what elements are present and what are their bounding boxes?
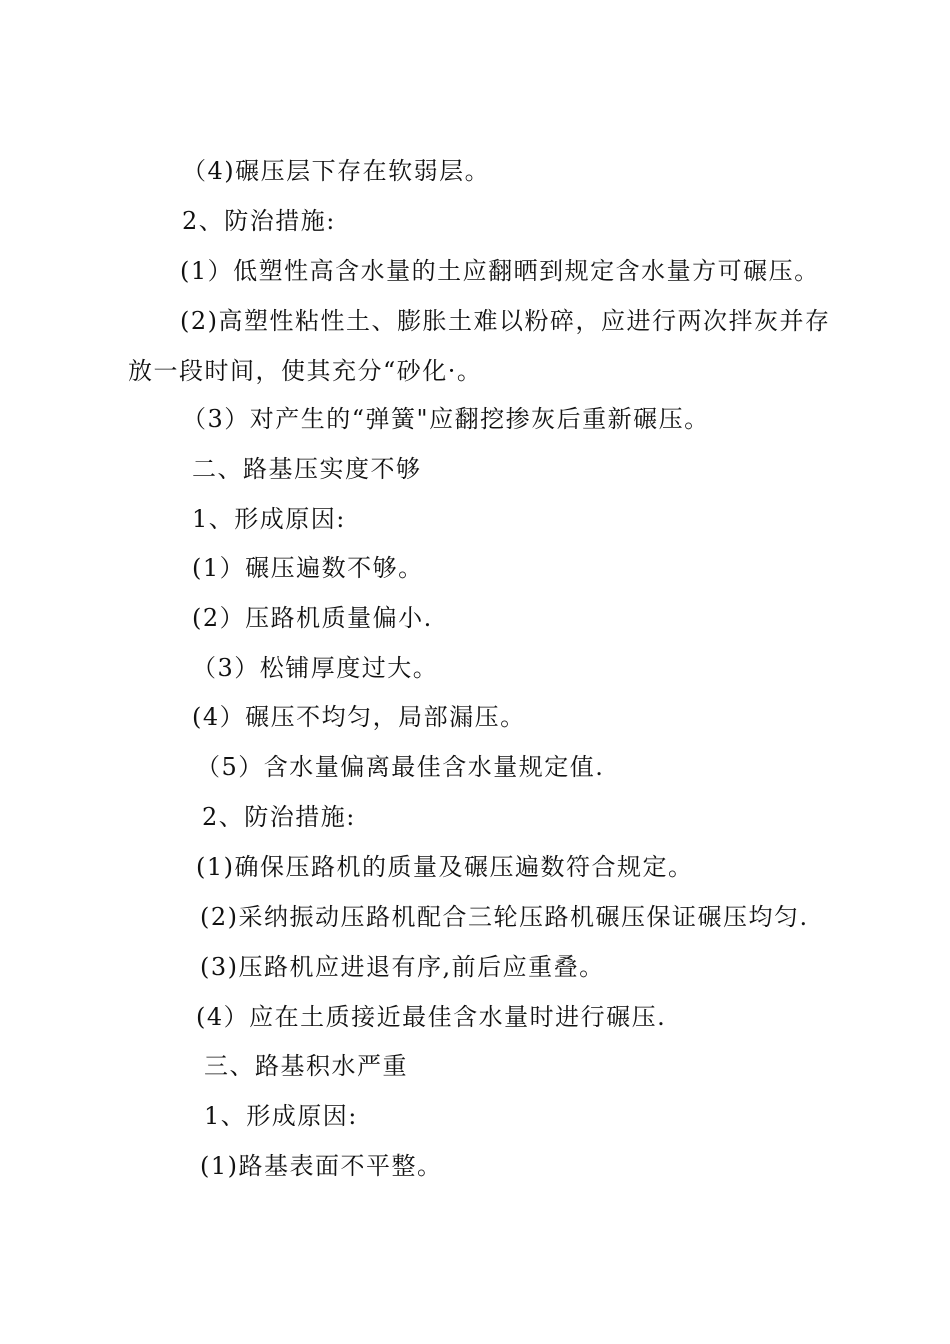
text-line-16: (2)采纳振动压路机配合三轮压路机碾压保证碾压均匀. <box>200 903 809 931</box>
text-line-8: 1、形成原因: <box>192 505 346 533</box>
section-heading-3: 三、路基积水严重 <box>204 1052 408 1080</box>
text-line-9: (1）碾压遍数不够。 <box>192 554 424 582</box>
text-line-14: 2、防治措施: <box>202 803 356 831</box>
text-line-4: (2)高塑性粘性土、膨胀土难以粉碎，应进行两次拌灰并存 <box>180 307 831 335</box>
text-line-3: (1）低塑性高含水量的土应翻晒到规定含水量方可碾压。 <box>180 257 820 285</box>
text-line-20: 1、形成原因: <box>204 1102 358 1130</box>
text-line-1: （4)碾压层下存在软弱层。 <box>182 157 491 185</box>
text-line-18: (4）应在土质接近最佳含水量时进行碾压. <box>196 1003 667 1031</box>
text-line-21: (1)路基表面不平整。 <box>200 1152 443 1180</box>
text-line-6: （3）对产生的“弹簧"应翻挖掺灰后重新碾压。 <box>182 405 710 433</box>
text-line-11: （3）松铺厚度过大。 <box>192 654 439 682</box>
text-line-17: (3)压路机应进退有序,前后应重叠。 <box>200 953 605 981</box>
text-line-15: (1)确保压路机的质量及碾压遍数符合规定。 <box>196 853 694 881</box>
text-line-13: （5）含水量偏离最佳含水量规定值. <box>196 753 605 781</box>
text-line-12: (4）碾压不均匀，局部漏压。 <box>192 703 526 731</box>
section-heading-2: 二、路基压实度不够 <box>192 455 422 483</box>
text-line-10: (2）压路机质量偏小. <box>192 604 433 632</box>
text-line-2: 2、防治措施: <box>182 207 336 235</box>
text-line-5: 放一段时间，使其充分“砂化·。 <box>128 357 483 385</box>
